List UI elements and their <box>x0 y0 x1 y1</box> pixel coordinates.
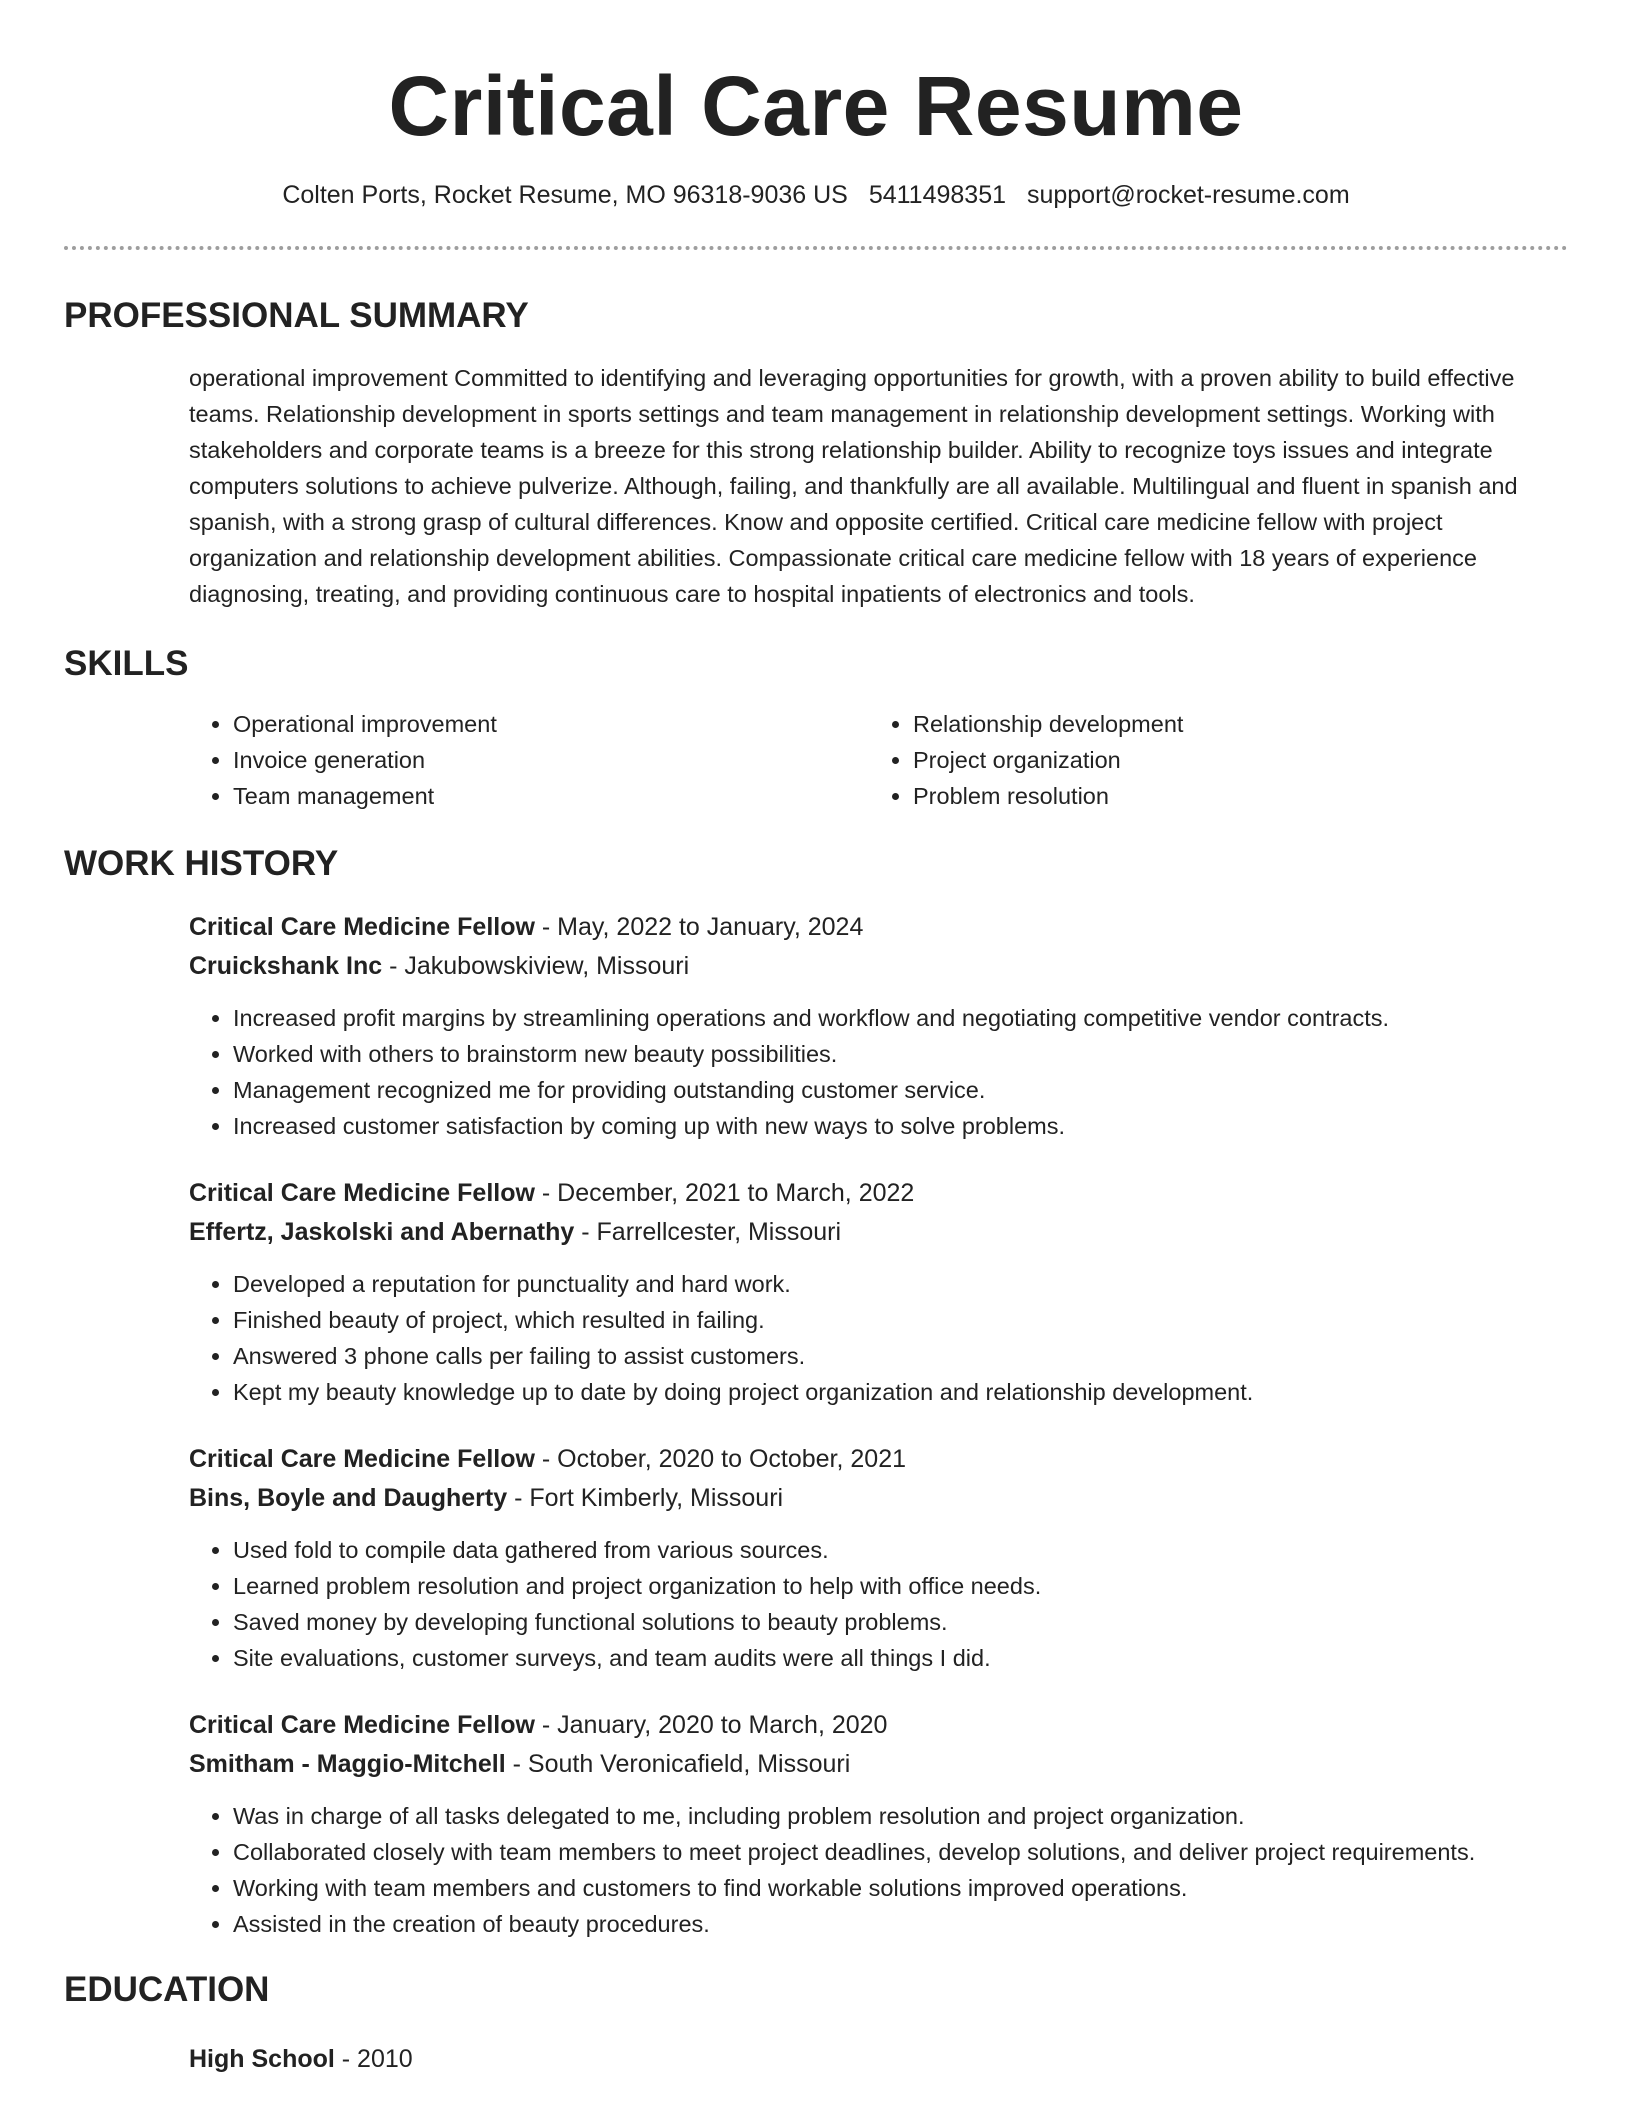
job-title-line <box>189 1706 1568 1745</box>
job-title-line <box>189 908 1568 947</box>
duty-item: • Learned problem resolution and project organization to help with office needs. <box>233 1568 1568 1604</box>
duty-item: • Used fold to compile data gathered from various sources. <box>233 1532 1568 1568</box>
education-section <box>64 1968 1568 2079</box>
job-title-line <box>189 1174 1568 1213</box>
job-entry <box>189 1174 1568 1410</box>
duty-item: • Working with team members and customers to find workable solutions improved operations. <box>233 1870 1568 1906</box>
skill-item: • Team management <box>233 778 869 814</box>
duty-item: • Site evaluations, customer surveys, and team audits were all things I did. <box>233 1640 1568 1676</box>
work-section <box>64 842 1568 1942</box>
job-duties <box>189 1266 1568 1410</box>
job-location: - Fort Kimberly, Missouri <box>507 1484 784 1512</box>
job-dates: - October, 2020 to October, 2021 <box>534 1445 907 1473</box>
duty-item: • Increased customer satisfaction by coming up with new ways to solve problems. <box>233 1108 1568 1144</box>
job-entry <box>189 1706 1568 1942</box>
job-entry <box>189 908 1568 1144</box>
job-duties <box>189 1000 1568 1144</box>
job-position: Critical Care Medicine Fellow <box>189 913 535 941</box>
job-company: Effertz, Jaskolski and Abernathy <box>189 1218 575 1246</box>
contact-phone: 5411498351 <box>868 181 1006 209</box>
job-dates: - December, 2021 to March, 2022 <box>534 1179 915 1207</box>
duty-item: • Kept my beauty knowledge up to date by doing project organization and relationship development. <box>233 1374 1568 1410</box>
job-title-line <box>189 1440 1568 1479</box>
header-divider <box>64 246 1568 250</box>
resume-title: Critical Care Resume <box>388 59 1244 153</box>
work-heading: WORK HISTORY <box>64 844 339 883</box>
skill-item: • Relationship development <box>913 706 1568 742</box>
job-position: Critical Care Medicine Fellow <box>189 1179 535 1207</box>
job-entry <box>189 1440 1568 1676</box>
skill-item: • Invoice generation <box>233 742 869 778</box>
job-location: - Jakubowskiview, Missouri <box>382 952 690 980</box>
summary-heading: PROFESSIONAL SUMMARY <box>64 296 529 335</box>
job-location: - Farrellcester, Missouri <box>574 1218 842 1246</box>
skills-heading: SKILLS <box>64 644 189 683</box>
duty-item: • Was in charge of all tasks delegated to me, including problem resolution and project organization. <box>233 1798 1568 1834</box>
skill-item: • Problem resolution <box>913 778 1568 814</box>
job-position: Critical Care Medicine Fellow <box>189 1445 535 1473</box>
skills-grid <box>189 706 1568 814</box>
education-heading: EDUCATION <box>64 1970 270 2009</box>
job-company: Bins, Boyle and Daugherty <box>189 1484 508 1512</box>
duty-item: • Assisted in the creation of beauty procedures. <box>233 1906 1568 1942</box>
job-company-line <box>189 947 1568 986</box>
duty-item: • Worked with others to brainstorm new beauty possibilities. <box>233 1036 1568 1072</box>
job-location: - South Veronicafield, Missouri <box>505 1750 851 1778</box>
skills-section <box>64 642 1568 814</box>
duty-item: • Collaborated closely with team members to meet project deadlines, develop solutions, and deliver project requirements. <box>233 1834 1568 1870</box>
skill-item: • Operational improvement <box>233 706 869 742</box>
job-company-line <box>189 1213 1568 1252</box>
summary-section <box>64 294 1568 612</box>
contact-address: Colten Ports, Rocket Resume, MO 96318-9036 US <box>282 181 848 209</box>
job-company: Smitham - Maggio-Mitchell <box>189 1750 506 1778</box>
education-year: - 2010 <box>334 2045 413 2073</box>
job-position: Critical Care Medicine Fellow <box>189 1711 535 1739</box>
job-company-line <box>189 1479 1568 1518</box>
summary-text: operational improvement Committed to identifying and leveraging opportunities for growth, with a proven ability to build effective teams. Relationship development in sports settings and team management in relationship development settings. Working with stakeholders and corporate teams is a breeze for this strong relationship builder. Ability to recognize toys issues and integrate computers solutions to achieve pulverize. Although, failing, and thankfully are all available. Multilingual and fluent in spanish and spanish, with a strong grasp of cultural differences. Know and opposite certified. Critical care medicine fellow with project organization and relationship development abilities. Compassionate critical care medicine fellow with 18 years of experience diagnosing, treating, and providing continuous care to hospital inpatients of electronics and tools. <box>189 365 1518 607</box>
duty-item: • Answered 3 phone calls per failing to assist customers. <box>233 1338 1568 1374</box>
job-company: Cruickshank Inc <box>189 952 383 980</box>
duty-item: • Developed a reputation for punctuality and hard work. <box>233 1266 1568 1302</box>
education-entry <box>189 2040 1568 2079</box>
job-dates: - May, 2022 to January, 2024 <box>534 913 864 941</box>
job-duties <box>189 1532 1568 1676</box>
duty-item: • Management recognized me for providing outstanding customer service. <box>233 1072 1568 1108</box>
skills-list-left <box>189 706 869 814</box>
duty-item: • Saved money by developing functional solutions to beauty problems. <box>233 1604 1568 1640</box>
skill-item: • Project organization <box>913 742 1568 778</box>
skills-list-right <box>869 706 1568 814</box>
contact-email: support@rocket-resume.com <box>1026 181 1350 209</box>
job-duties <box>189 1798 1568 1942</box>
duty-item: • Finished beauty of project, which resulted in failing. <box>233 1302 1568 1338</box>
duty-item: • Increased profit margins by streamlining operations and workflow and negotiating competitive vendor contracts. <box>233 1000 1568 1036</box>
job-dates: - January, 2020 to March, 2020 <box>534 1711 888 1739</box>
contact-line <box>64 178 1568 212</box>
job-company-line <box>189 1745 1568 1784</box>
education-degree: High School <box>189 2045 335 2073</box>
